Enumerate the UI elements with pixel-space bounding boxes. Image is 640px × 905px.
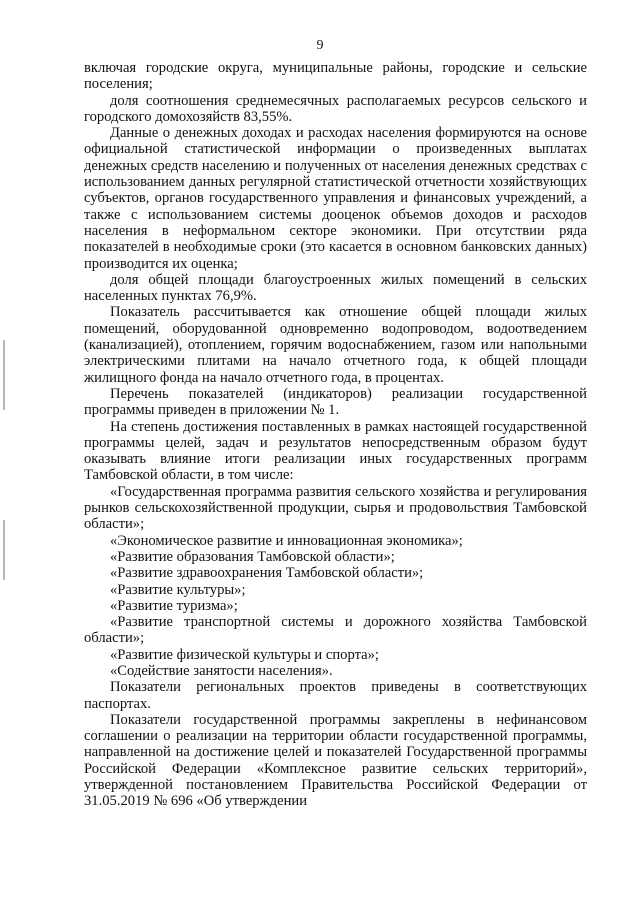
list-item-program: «Развитие туризма»; <box>110 597 238 614</box>
paragraph-income-ratio: доля соотношения среднемесячных располагаемых ресурсов сельского и городского домохозяйств 83,55%. <box>84 92 587 125</box>
list-item-program: «Развитие здравоохранения Тамбовской области»; <box>110 565 424 582</box>
scan-edge-mark <box>3 340 5 410</box>
list-item-program: «Развитие физической культуры и спорта»; <box>110 646 379 663</box>
list-item-program: «Развитие транспортной системы и дорожного хозяйства Тамбовской области»; <box>84 614 587 647</box>
list-item-program: «Развитие образования Тамбовской области»; <box>110 548 395 565</box>
list-item-program: «Экономическое развитие и инновационная экономика»; <box>110 532 463 549</box>
paragraph-housing-calculation: Показатель рассчитывается как отношение общей площади жилых помещений, оборудованной одновременно водопроводом, водоотведением (канализацией), отоплением, горячим водоснабжением, газом или напольными электрическими плитами на начало отчетного года, к общей площади жилищного фонда на начало отчетного года, в процентах. <box>84 304 587 386</box>
paragraph-housing-share: доля общей площади благоустроенных жилых помещений в сельских населенных пунктах 76,9%. <box>84 271 587 305</box>
list-item-program: «Государственная программа развития сельского хозяйства и регулирования рынков сельскохозяйственной продукции, сырья и продовольствия Тамбовской области»; <box>84 483 587 533</box>
paragraph-continuation: включая городские округа, муниципальные районы, городские и сельские поселения; <box>84 60 587 93</box>
paragraph-indicator-list: Перечень показателей (индикаторов) реализации государственной программы приведен в приложении № 1. <box>84 385 587 419</box>
list-item-program: «Развитие культуры»; <box>110 581 246 598</box>
paragraph-income-data-sources: Данные о денежных доходах и расходах населения формируются на основе официальной статистической информации о произведенных выплатах денежных средств населению и полученных от населения денежных средствах с использованием данных регулярной статистической отчетности хозяйствующих субъектов, органов государственного управления и финансовых учреждений, а также с использованием системы дооценок объемов доходов и расходов населения в неформальном секторе экономики. При отсутствии ряда показателей в необходимые сроки (это касается в основном банковских данных) производится их оценка; <box>84 125 587 272</box>
scan-edge-mark <box>3 520 5 580</box>
paragraph-regional-projects: Показатели региональных проектов приведены в соответствующих паспортах. <box>84 679 587 712</box>
paragraph-agreement: Показатели государственной программы закреплены в нефинансовом соглашении о реализации на территории области государственной программы, направленной на достижение целей и показателей Государственной программы Российской Федерации «Комплексное развитие сельских территорий», утвержденной постановлением Правительства Российской Федерации от 31.05.2019 № 696 «Об утверждении <box>84 711 587 810</box>
paragraph-influence: На степень достижения поставленных в рамках настоящей государственной программы целей, задач и результатов непосредственным образом будут оказывать влияние итоги реализации иных государственных программ Тамбовской области, в том числе: <box>84 418 587 484</box>
page-number: 9 <box>316 38 324 53</box>
document-body <box>84 60 587 810</box>
list-item-program: «Содействие занятости населения». <box>110 662 333 679</box>
